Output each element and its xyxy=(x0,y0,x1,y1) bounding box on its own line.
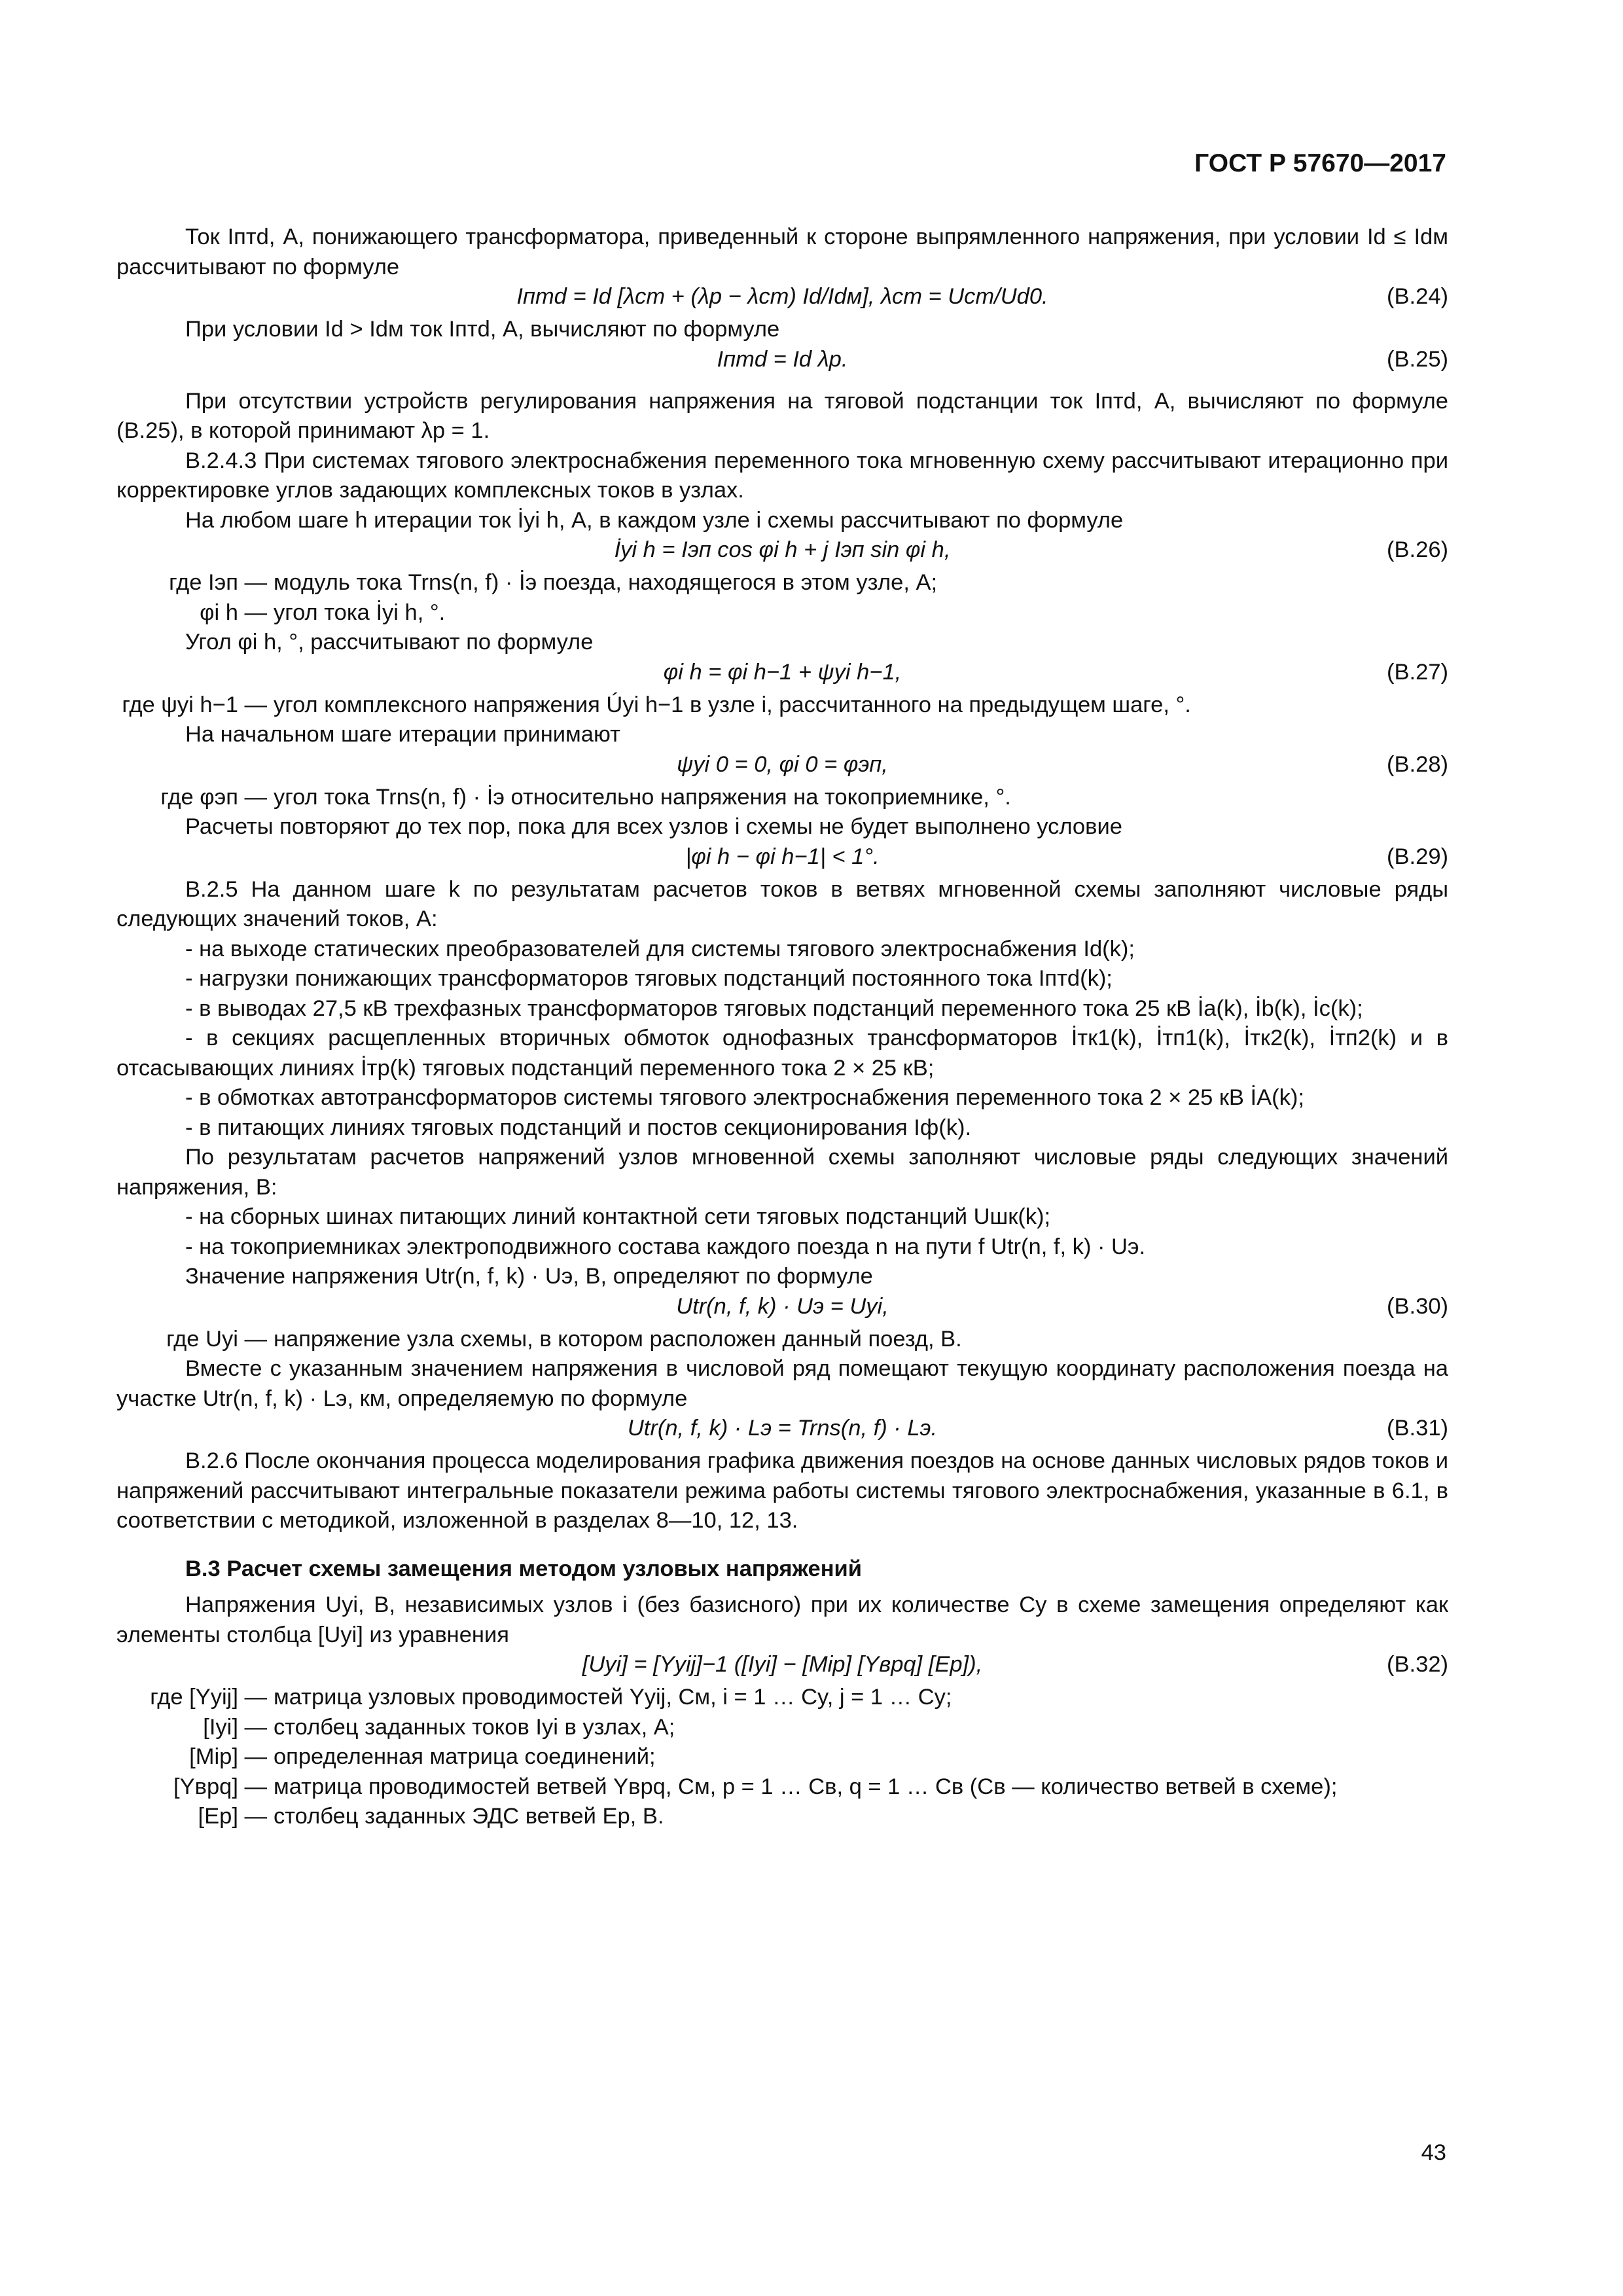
formula-text: Utr(n, f, k) · Lэ = Trns(n, f) · Lэ. xyxy=(627,1416,938,1441)
page-number: 43 xyxy=(1421,2140,1446,2165)
formula-number: (В.25) xyxy=(1387,346,1448,372)
where-symbol: где Uyi — xyxy=(166,1326,267,1352)
where-definition: матрица узловых проводимостей Yyij, См, i = 1 … Cy, j = 1 … Cy; xyxy=(274,1685,952,1710)
list-item: - на токоприемниках электроподвижного состава каждого поезда n на пути f Utr(n, f, k) · Uэ. xyxy=(185,1234,1146,1259)
where-symbol: где ψyi h−1 — xyxy=(122,692,267,717)
where-symbol: где Iэп — xyxy=(169,570,267,595)
list-item: - на сборных шинах питающих линий контактной сети тяговых подстанций Uшк(k); xyxy=(185,1204,1051,1229)
formula-text: İyi h = Iэп cos φi h + j Iэп sin φi h, xyxy=(614,537,951,562)
list-item: - в выводах 27,5 кВ трехфазных трансформаторов тяговых подстанций переменного тока 25 кВ İa(k), İb(k), İc(k); xyxy=(185,996,1363,1021)
formula-b25 xyxy=(116,345,1448,378)
section-heading: В.3 Расчет схемы замещения методом узловых напряжений xyxy=(185,1556,862,1581)
formula-number: (В.28) xyxy=(1387,751,1448,777)
formula-text: Utr(n, f, k) · Uэ = Uyi, xyxy=(676,1293,889,1319)
paragraph: При условии Id > Idм ток Iптd, А, вычисляют по формуле xyxy=(185,317,780,342)
formula-number: (В.32) xyxy=(1387,1652,1448,1677)
where-symbol: [Yвpq] — xyxy=(173,1774,267,1799)
where-definition: столбец заданных ЭДС ветвей Ep, В. xyxy=(274,1804,664,1829)
document-body xyxy=(116,223,1448,1832)
formula-text: Iптd = Id λр. xyxy=(717,346,848,372)
paragraph: По результатам расчетов напряжений узлов мгновенной схемы заполняют числовые ряды следующих значений напряжения, В: xyxy=(116,1145,1448,1200)
paragraph: Угол φi h, °, рассчитывают по формуле xyxy=(185,630,594,655)
formula-text: ψyi 0 = 0, φi 0 = φэп, xyxy=(677,751,888,777)
formula-b24 xyxy=(116,282,1448,315)
where-definition: матрица проводимостей ветвей Yвpq, См, p = 1 … Cв, q = 1 … Cв (Cв — количество ветвей в схеме); xyxy=(274,1774,1338,1799)
where-item xyxy=(116,1742,1448,1772)
paragraph: В.2.4.3 При системах тягового электроснабжения переменного тока мгновенную схему рассчитывают итерационно при корректировке углов задающих комплексных токов в узлах. xyxy=(116,448,1448,503)
where-symbol: [Ep] — xyxy=(198,1804,267,1829)
where-symbol: [Iyi] — xyxy=(203,1714,267,1740)
where-symbol: [Mip] — xyxy=(189,1744,267,1769)
paragraph: Расчеты повторяют до тех пор, пока для всех узлов i схемы не будет выполнено условие xyxy=(185,814,1122,839)
list-item: - на выходе статических преобразователей для системы тягового электроснабжения Id(k); xyxy=(185,936,1135,961)
formula-number: (В.26) xyxy=(1387,537,1448,562)
where-symbol: где φэп — xyxy=(160,784,267,810)
formula-b31 xyxy=(116,1414,1448,1446)
formula-text: Iптd = Id [λст + (λр − λст) Id/Idм], λст = Uст/Ud0. xyxy=(516,284,1048,309)
paragraph: Ток Iптd, А, понижающего трансформатора, приведенный к стороне выпрямленного напряжения, при условии Id ≤ Idм рассчитывают по формуле xyxy=(116,224,1448,279)
formula-number: (В.29) xyxy=(1387,844,1448,869)
formula-number: (В.31) xyxy=(1387,1416,1448,1441)
where-definition: модуль тока Trns(n, f) · İэ поезда, находящегося в этом узле, А; xyxy=(274,570,938,595)
paragraph: Напряжения Uyi, В, независимых узлов i (без базисного) при их количестве Cy в схеме замещения определяют как элементы столбца [Uyi] из уравнения xyxy=(116,1592,1448,1647)
where-definition: угол тока İyi h, °. xyxy=(274,600,446,625)
paragraph: Вместе с указанным значением напряжения в числовой ряд помещают текущую координату расположения поезда на участке Utr(n, f, k) · Lэ, км, определяемую по формуле xyxy=(116,1356,1448,1411)
where-item xyxy=(116,1802,1448,1832)
where-item xyxy=(116,691,1448,721)
formula-number: (В.30) xyxy=(1387,1293,1448,1319)
where-symbol: φi h — xyxy=(200,600,267,625)
formula-b27 xyxy=(116,658,1448,691)
where-item xyxy=(116,783,1448,813)
formula-text: |φi h − φi h−1| < 1°. xyxy=(685,844,880,869)
where-item xyxy=(116,1683,1448,1713)
where-symbol: где [Yyij] — xyxy=(150,1685,267,1710)
paragraph: Значение напряжения Utr(n, f, k) · Uэ, В, определяют по формуле xyxy=(185,1264,873,1289)
paragraph: На начальном шаге итерации принимают xyxy=(185,722,620,747)
where-definition: определенная матрица соединений; xyxy=(274,1744,656,1769)
list-item: - в питающих линиях тяговых подстанций и постов секционирования Iф(k). xyxy=(185,1115,972,1140)
where-item xyxy=(116,1772,1448,1803)
paragraph: При отсутствии устройств регулирования напряжения на тяговой подстанции ток Iптd, А, вычисляют по формуле (В.25), в которой принимают λр = 1. xyxy=(116,388,1448,443)
formula-number: (В.24) xyxy=(1387,284,1448,309)
list-item: - в секциях расщепленных вторичных обмоток однофазных трансформаторов İтк1(k), İтп1(k), İтк2(k), İтп2(k) и в отсасывающих линиях İтр(k) тяговых подстанций переменного тока 2 × 25 кВ; xyxy=(116,1026,1448,1081)
where-item xyxy=(116,568,1448,598)
paragraph: В.2.5 На данном шаге k по результатам расчетов токов в ветвях мгновенной схемы заполняют числовые ряды следующих значений токов, А: xyxy=(116,876,1448,931)
formula-text: φi h = φi h−1 + ψyi h−1, xyxy=(663,659,902,685)
formula-number: (В.27) xyxy=(1387,659,1448,685)
formula-b26 xyxy=(116,535,1448,568)
where-item xyxy=(116,598,1448,628)
list-item: - нагрузки понижающих трансформаторов тяговых подстанций постоянного тока Iптd(k); xyxy=(185,966,1113,991)
where-definition: угол комплексного напряжения Úyi h−1 в узле i, рассчитанного на предыдущем шаге, °. xyxy=(274,692,1191,717)
formula-b30 xyxy=(116,1292,1448,1325)
paragraph: В.2.6 После окончания процесса моделирования графика движения поездов на основе данных числовых рядов токов и напряжений рассчитывают интегральные показатели режима работы системы тягового электроснабжения, указанные в 6.1, в соответствии с методикой, изложенной в разделах 8—10, 12, 13. xyxy=(116,1448,1448,1533)
where-definition: столбец заданных токов Iyi в узлах, А; xyxy=(274,1714,675,1740)
where-definition: угол тока Trns(n, f) · İэ относительно напряжения на токоприемнике, °. xyxy=(274,784,1011,810)
formula-b32 xyxy=(116,1650,1448,1683)
formula-b28 xyxy=(116,750,1448,783)
paragraph: На любом шаге h итерации ток İyi h, А, в каждом узле i схемы рассчитывают по формуле xyxy=(185,507,1124,533)
list-item: - в обмотках автотрансформаторов системы тягового электроснабжения переменного тока 2 × 25 кВ İА(k); xyxy=(185,1085,1304,1110)
where-item xyxy=(116,1325,1448,1355)
where-definition: напряжение узла схемы, в котором расположен данный поезд, В. xyxy=(274,1326,962,1352)
where-item xyxy=(116,1713,1448,1743)
document-header: ГОСТ Р 57670—2017 xyxy=(1194,149,1446,177)
formula-b29 xyxy=(116,842,1448,875)
formula-text: [Uyi] = [Yyij]−1 ([Iyi] − [Mip] [Yвpq] [Ep]), xyxy=(582,1652,983,1677)
